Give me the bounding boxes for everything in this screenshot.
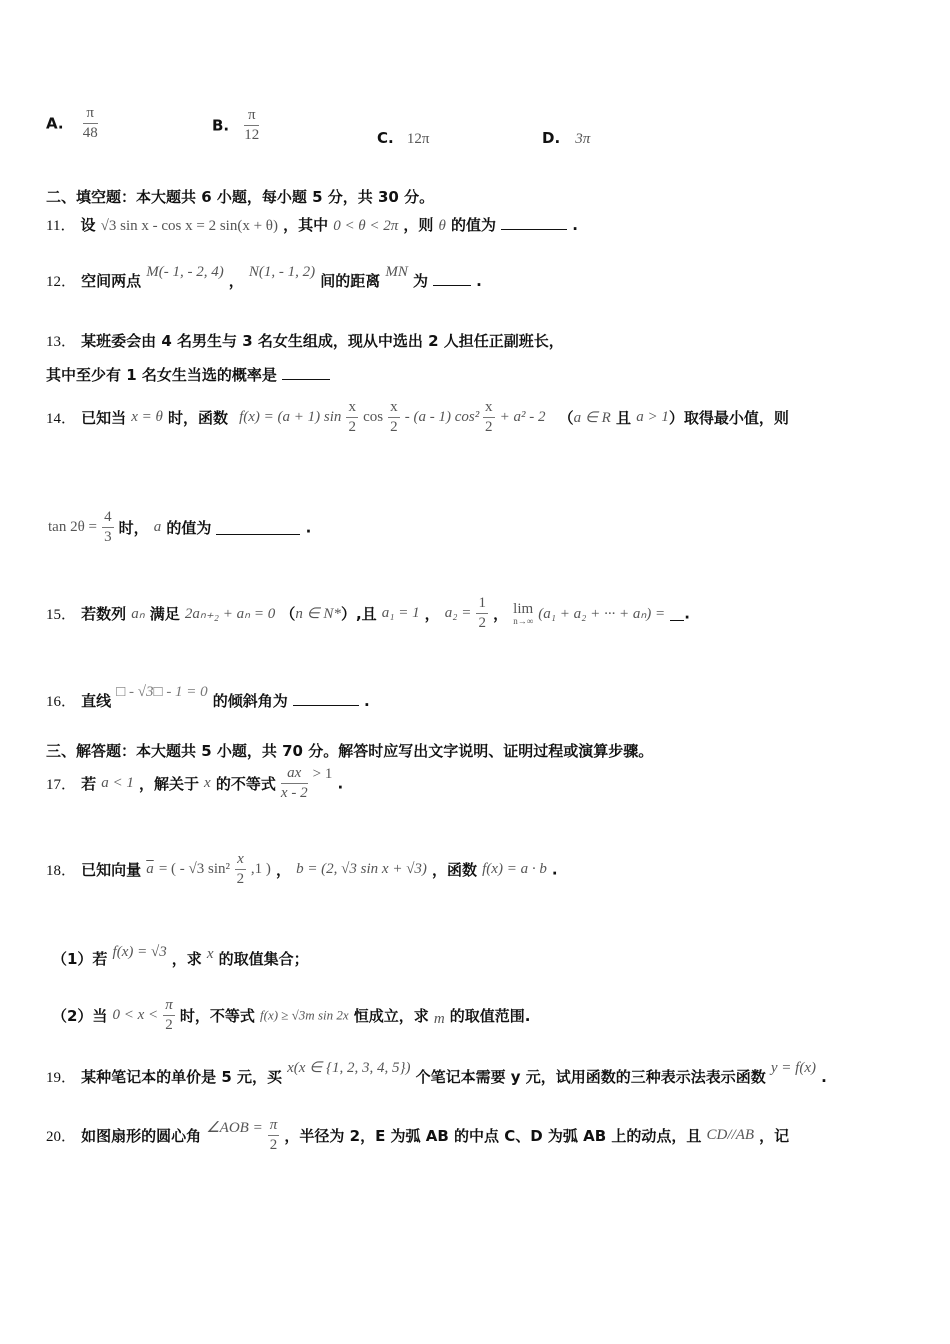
q11-number: 11． [46, 218, 76, 234]
option-b [212, 108, 259, 143]
q20-number: 20． [46, 1129, 77, 1145]
q11-formula: √3 sin x - cos x = 2 sin(x + θ) [100, 218, 278, 234]
option-d-label: D. [542, 129, 561, 147]
option-c [377, 128, 429, 148]
q12-answer-blank [433, 271, 471, 286]
section-3-title: 三、解答题：本大题共 5 小题，共 70 分。解答时应写出文字说明、证明过程或演算步骤。 [46, 742, 654, 760]
q16-number: 16． [46, 694, 77, 710]
question-12: 12． 空间两点 M(- 1, - 2, 4) ， N(1, - 1, 2) 间的距离 MN 为 . [46, 264, 482, 290]
question-13-line-2: 其中至少有 1 名女生当选的概率是 [46, 364, 330, 385]
q18-vector-a: $\overline{a}$ [146, 861, 154, 877]
q11-answer-blank [501, 215, 567, 230]
option-c-value: 12π [406, 131, 430, 147]
question-17: 17． 若 a < 1 ，解关于 x 的不等式 $\frac{ax}{x - 2}$ > 1 . [46, 765, 344, 801]
option-d [542, 128, 590, 148]
section-2-title: 二、填空题：本大题共 6 小题，每小题 5 分，共 30 分。 [46, 188, 435, 206]
q18-vector-b: b = (2, √3 sin x + √3) [296, 861, 427, 877]
option-a [46, 106, 98, 141]
question-16: 16． 直线 □ - √3□ - 1 = 0 的倾斜角为 . [46, 684, 370, 710]
q14-number: 14． [46, 411, 77, 427]
q12-point-m: M(- 1, - 2, 4) [146, 264, 224, 280]
question-18-part-2: （2）当 0 < x < $\frac{\pi}{2}$ 时，不等式 f(x) ≥ √3m sin 2x 恒成立，求 m 的取值范围. [52, 997, 531, 1033]
q13-number: 13． [46, 334, 77, 350]
option-a-fraction: $\frac{\pi}{48}$ [82, 105, 98, 141]
question-18: 18． 已知向量 $\overline{a}$ = ( - √3 sin² $\frac{x}{2}$ ,1 ) ， b = (2, √3 sin x + √3) ，函数 f(x) = a · b . [46, 851, 558, 887]
option-b-label: B. [212, 116, 230, 135]
q19-domain: x(x ∈ {1, 2, 3, 4, 5}) [287, 1060, 411, 1076]
q15-limit: lim n→∞ [513, 600, 534, 626]
q18-number: 18． [46, 863, 77, 879]
option-b-fraction: $\frac{\pi}{12}$ [244, 107, 260, 143]
q15-number: 15． [46, 607, 77, 623]
q17-number: 17． [46, 777, 77, 793]
q14-function: f(x) = (a + 1) sin [239, 409, 342, 425]
q19-number: 19． [46, 1070, 77, 1086]
q20-angle: ∠AOB = [206, 1120, 263, 1136]
question-14: 14． 已知当 x = θ 时，函数 f(x) = (a + 1) sin $\frac{x}{2}$ cos $\frac{x}{2}$ - (a - 1) cos² $\frac{x}{2}$ + a² - 2 （a ∈ R 且 a > 1）取得最小值，则 [46, 399, 789, 435]
q17-inequality-fraction: $\frac{ax}{x - 2}$ [280, 765, 308, 801]
question-15: 15． 若数列 aₙ 满足 2aₙ₊₂ + aₙ = 0 （n ∈ N*）,且 a₁ = 1 ， a₂ = $\frac{1}{2}$ ， lim n→∞ (a₁ + a₂ + ··· + aₙ) = . [46, 595, 690, 631]
question-14-line-2: tan 2θ = $\frac{4}{3}$ 时， a 的值为 . [48, 509, 312, 545]
option-d-value: 3π [575, 131, 591, 147]
option-c-label: C. [377, 129, 394, 147]
option-a-label: A. [46, 114, 64, 133]
question-20: 20． 如图扇形的圆心角 ∠AOB = $\frac{\pi}{2}$ ，半径为 2，E 为弧 AB 的中点 C、D 为弧 AB 上的动点，且 CD//AB ，记 [46, 1117, 790, 1153]
q13-answer-blank [282, 365, 330, 380]
question-13: 13． 某班委会由 4 名男生与 3 名女生组成，现从中选出 2 人担任正副班长， [46, 332, 564, 350]
question-11: 11． 设 √3 sin x - cos x = 2 sin(x + θ) ，其中 0 < θ < 2π ，则 θ 的值为 . [46, 216, 578, 234]
question-19: 19． 某种笔记本的单价是 5 元，买 x(x ∈ {1, 2, 3, 4, 5}) 个笔记本需要 y 元，试用函数的三种表示法表示函数 y = f(x) . [46, 1060, 827, 1086]
q16-line-equation: □ - √3□ - 1 = 0 [116, 684, 208, 700]
question-18-part-1: （1）若 f(x) = √3 ，求 x 的取值集合； [52, 944, 309, 968]
q15-answer-blank [670, 606, 684, 621]
q12-point-n: N(1, - 1, 2) [248, 264, 316, 280]
q14-answer-blank [216, 520, 300, 535]
q15-recurrence: 2aₙ₊₂ + aₙ = 0 [184, 606, 276, 622]
q12-number: 12． [46, 274, 77, 290]
q16-answer-blank [293, 691, 359, 706]
